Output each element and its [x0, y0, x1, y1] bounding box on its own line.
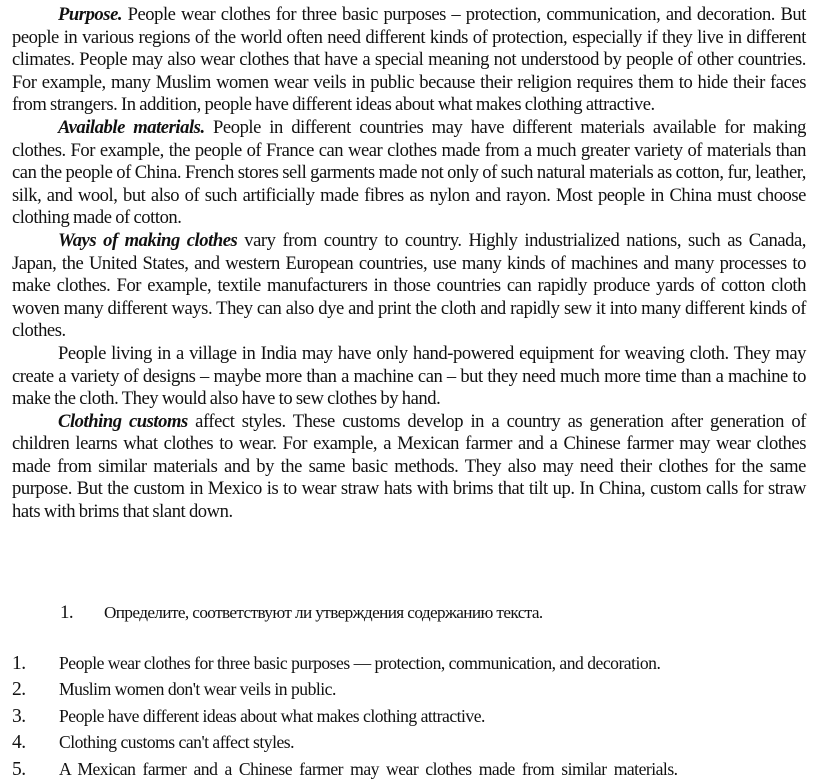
- paragraph-heading: Ways of making clothes: [58, 229, 238, 251]
- statement-item: [12, 703, 678, 729]
- reading-passage: [12, 4, 806, 524]
- paragraph-text: People living in a village in India may have only hand-powered equipment for weaving cloth. They may create a variety of designs – maybe more than a machine can – but they need much more time than a machine to make the cloth. They would also have to sew clothes by hand.: [12, 342, 806, 410]
- statement-item: [12, 756, 678, 782]
- paragraph-india: [12, 343, 806, 411]
- paragraph-clothing-customs: [12, 411, 806, 524]
- paragraph-heading: Clothing customs: [58, 410, 188, 432]
- paragraph-text: People in different countries may have different materials available for making clothes. For example, the people of France can wear clothes made from a much greater variety of materials than can the people of China. French stores sell garments made not only of such natural materials as cotton, fur, leather, silk, and wool, but also of such artificially made fibres as nylon and rayon. Most people in China must choose clothing made of cotton.: [12, 116, 807, 229]
- statement-list: [12, 650, 678, 782]
- statement-text: Muslim women don't wear veils in public.: [59, 679, 336, 700]
- paragraph-ways-of-making: [12, 230, 806, 343]
- statement-number: 5.: [12, 758, 26, 780]
- statement-text: A Mexican farmer and a Chinese farmer may wear clothes made from similar materials.: [59, 758, 678, 779]
- statement-number: 1.: [12, 653, 26, 674]
- statement-number: 3.: [12, 705, 26, 727]
- task-instruction: [60, 601, 543, 625]
- statement-text: Clothing customs can't affect styles.: [59, 732, 295, 753]
- statement-item: [12, 729, 678, 755]
- paragraph-text: People wear clothes for three basic purposes – protection, communication, and decoration. But people in various regions of the world often need different kinds of protection, especially if they live in different climates. People may also wear clothes that have a special meaning not understood by people of other countries. For example, many Muslim women wear veils in public because their religion requires them to hide their faces from strangers. In addition, people have different ideas about what makes clothing attractive.: [12, 4, 806, 116]
- task-text: Определите, соответствуют ли утверждения содержанию текста.: [104, 603, 543, 622]
- paragraph-heading: Available materials.: [58, 116, 205, 138]
- paragraph-text: vary from country to country. Highly industrialized nations, such as Canada, Japan, the United States, and western European countries, use many kinds of machines and many processes to make clothes. For example, textile manufacturers in those countries can rapidly produce yards of cotton cloth woven many different ways. They can also dye and print the cloth and rapidly sew it into many different kinds of clothes.: [12, 229, 807, 342]
- statement-item: [12, 650, 678, 676]
- statement-text: People wear clothes for three basic purposes — protection, communication, and decoration.: [59, 653, 661, 673]
- paragraph-available-materials: [12, 117, 806, 230]
- task-number: 1.: [60, 602, 74, 623]
- statement-number: 4.: [12, 732, 26, 754]
- statement-number: 2.: [12, 679, 26, 701]
- paragraph-purpose: [12, 4, 806, 117]
- paragraph-heading: Purpose.: [58, 4, 123, 25]
- statement-text: People have different ideas about what makes clothing attractive.: [59, 705, 485, 726]
- statement-item: [12, 676, 678, 702]
- paragraph-text: affect styles. These customs develop in a country as generation after generation of children learns what clothes to wear. For example, a Mexican farmer and a Chinese farmer may wear clothes made from similar materials and by the same basic methods. They also may need their clothes for the same purpose. But the custom in Mexico is to wear straw hats with brims that tilt up. In China, custom calls for straw hats with brims that slant down.: [12, 410, 806, 523]
